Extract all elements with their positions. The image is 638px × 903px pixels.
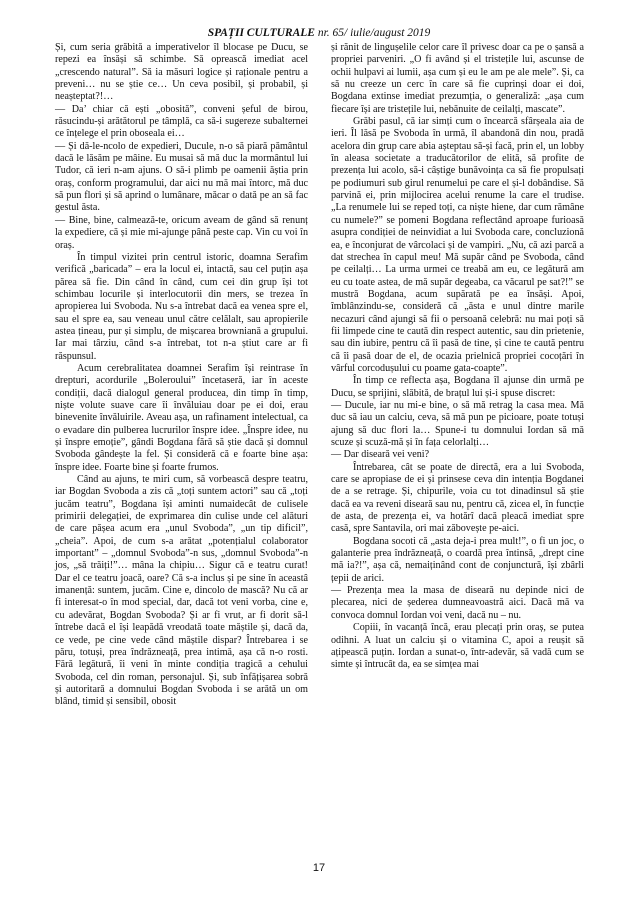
paragraph: Întrebarea, cât se poate de directă, era a lui Svoboda, care se apropiase de ei și prinsese ceva din intenția Bogdanei de a se retrage. Și, chipurile, voia cu tot dinadinsul să știe dacă ea va reveni diseară sau nu, pentru că, zicea el, în funcție de asta, de prezența ei, va hotărî dacă pleacă imediat spre casă, spre Santavila, ori mai zăbovește pe-aici. (331, 461, 584, 535)
paragraph: Grăbi pasul, că iar simți cum o încearcă sfârșeala aia de ieri. Îl lăsă pe Svoboda în urmă, îl abandonă din nou, pradă acelora din grup care abia așteptau să-și facă, prin el, un lobby în aleasa societate a traducătorilor de elită, să profite de prezența lui acolo, să-i câștige bunăvoința ca să fie propulsați pe podiumuri sub girul renumelui pe care el și-l dobândise. Să parvină ei, prin mijlocirea acelui renume la care el trudise. „La renumele lui se reped toți, ca niște hiene, dar cum rămâne cu numele?” se pomeni Bogdana reflectând aproape furioasă asupra condiției de neinvidiat a lui Svoboda care, concluzionă ea, e înconjurat de vârcolaci și de vampiri. „Nu, că azi parcă a dat strechea în capul meu! Mă supăr când pe Svoboda, când pe ceilalți… La urma urmei ce treabă am eu, ce legătură am eu cu toate astea, de mă supăr degeaba, ca văcarul pe sat?!” se mustră Bogdana, acum supărată pe ea însăși. Apoi, îmblânzindu-se, consideră că „ăsta e unul dintre marile necazuri când ajungi să fii o persoană celebră: nu mai poți să fii limpede cine te caută din respect autentic, sau din prietenie, sau din iubire, pentru că îi pasă de tine, și cine te caută pentru că îi pasă doar de el, de ocazia prielnică propriei cocoțări în vârful corcodușului cu poame gata-coapte”. (331, 116, 584, 374)
paragraph: Bogdana socoti că „asta deja-i prea mult!”, o fi un joc, o galanterie prea îndrăzneață, o coardă prea întinsă, „drept cine mă ia?!”, așa că, nemaiținând cont de conjunctură, își zbârli țepii de arici. (331, 535, 584, 584)
paragraph: Acum cerebralitatea doamnei Serafim își reintrase în drepturi, acordurile „Boleroului” încetaseră, iar în aceste condiții, dacă dialogul general producea, din timp în timp, niște volute suave care îi învăluiau doar pe ei doi, erau binevenite învăluirile. Aveau așa, un rafinament intelectual, ca o evadare din pulberea lucrurilor înspre idee. „Înspre idee, nu și înspre emoție”, gândi Bogdana fără să știe dacă și domnul Svoboda gândește la fel. Și consideră că e foarte bine așa: înspre idee. Foarte bine și foarte frumos. (55, 362, 308, 473)
paragraph: În timpul vizitei prin centrul istoric, doamna Serafim verifică „baricada” – era la locul ei, intactă, sau cel puțin așa părea să fie. Din când în când, cum cei din grup își tot schimbau locurile și interlocutorii din mers, se trezea în apropierea lui Svoboda. Nu s-a întrebat dacă ea venea spre el, sau el spre ea, sau veneau unul către celălalt, sau apropierile astea țineau, pur și simplu, de mișcarea browniană a grupului. Iar mai târziu, când s-a întrebat, tot n-a știut care ar fi răspunsul. (55, 251, 308, 362)
journal-title: SPAȚII CULTURALE (207, 27, 315, 39)
paragraph: — Bine, bine, calmează-te, oricum aveam de gând să renunț la expediere, că și mie mi-ajunge până peste cap. Vin cu voi în oraș. (55, 214, 308, 251)
issue-info: nr. 65/ iulie/august 2019 (314, 27, 431, 39)
right-column (331, 42, 584, 672)
paragraph: — Da’ chiar că ești „obosită”, conveni șeful de birou, răsucindu-și arătătorul pe tâmplă, ca să-i sugereze subalternei ce înțelege el prin oboseala ei… (55, 103, 308, 140)
paragraph: În timp ce reflecta așa, Bogdana îl ajunse din urmă pe Ducu, se sprijini, slăbită, de brațul lui și-i spuse discret: (331, 375, 584, 399)
paragraph: și rănit de lingușelile celor care îl privesc doar ca pe o șansă a propriei parveniri. „O fi având și el tristețile lui, ascunse de ochii hulpavi ai lumii, așa cum și eu le am pe ale mele”. Și, ca să nu creeze un cerc în care să fie cuprinși doar ei doi, Bogdana extinse imediat prezumția, o generaliză: „așa cum fiecare își are tristețile lui, nebănuite de ceilalți, mascate”. (331, 42, 584, 115)
paragraph: — Dar diseară vei veni? (331, 449, 430, 461)
paragraph: Și, cum seria grăbită a imperativelor îl blocase pe Ducu, se repezi ea însăși să schimbe. Să oprească imediat acel „crescendo natural”. Să ia măsuri logice și raționale pentru a preveni… nu se știe ce… Un ceva posibil, și probabil, și neașteptat?!… (55, 42, 308, 103)
paragraph: — Ducule, iar nu mi-e bine, o să mă retrag la casa mea. Mă duc să iau un calciu, ceva, să mă pun pe picioare, poate totuși ajung să duc flori la… Spune-i tu domnului Iordan să mă scuze și scuză-mă și în fața celorlalți… (331, 399, 584, 448)
paragraph: Când au ajuns, te miri cum, să vorbească despre teatru, iar Bogdan Svoboda a zis că „toți suntem actori” sau că „toți jucăm teatru”, Bogdana își aminti numaidecât de culisele primirii delegației, de exprimarea din culise unde cel alături de care pășea acum era „unul Svoboda”, „un tip dificil”, „cheia”. Apoi, de cum s-a arătat „potențialul colaborator important” – „domnul Svoboda”-n sus, „domnul Svoboda”-n jos, „să trăiți!”… mâna la chipiu… Sigur că e teatru curat! Dar el ce teatru joacă, oare? Că s-a inclus și pe sine în aceastâ imanență: suntem, jucăm. Cine e, dincolo de mască? Nu că ar fi interesat-o în mod special, dar, dacă tot veni vorba, cine e, cu adevărat, Bogdan Svoboda? Și ar fi vrut, ar fi dorit să-l întrebe dacă el își leapădă vreodată toate măștile și, dacă da, ce vede, pe cine vede când măștile dispar? Întrebarea i se păru, totuși, prea îndrăzneață, prea intimă, așa că n-o rosti. Fără legătură, îi veni în minte condiția tragică a cehului Svoboda, cel din roman, personajul. Și, sub înfățișarea sobră și autoritară a domnului Bogdan Svoboda i se arătă un om blând, timid și sensibil, obosit (55, 474, 308, 708)
paragraph: — Prezența mea la masa de diseară nu depinde nici de plecarea, nici de șederea dumneavoastră aici. Dacă mă va convoca domnul Iordan voi veni, dacă nu – nu. (331, 585, 584, 621)
paragraph: — Și dă-le-ncolo de expedieri, Ducule, n-o să piară pământul dacă le lăsăm pe mâine. Eu musai să mă duc la mormântul lui Tudor, că ieri n-am ajuns. O să-i plimb pe oamenii ăștia prin oraș, conform programului, dar aici nu mă mai întorc, mă duc să pun flori și să aprind o lumânare, măcar o dată pe an să fac gestul ăsta. (55, 140, 308, 214)
running-header (0, 26, 638, 40)
paragraph: Copiii, în vacanță încă, erau plecați prin oraș, se putea odihni. A luat un calciu și o vitamina C, apoi a reușit să ațipească puțin. Iordan a sunat-o, într-adevăr, să vadă cum se simte și întrucât da, ea se simțea mai (331, 622, 584, 671)
left-column (55, 42, 308, 709)
page-number: 17 (312, 862, 326, 874)
